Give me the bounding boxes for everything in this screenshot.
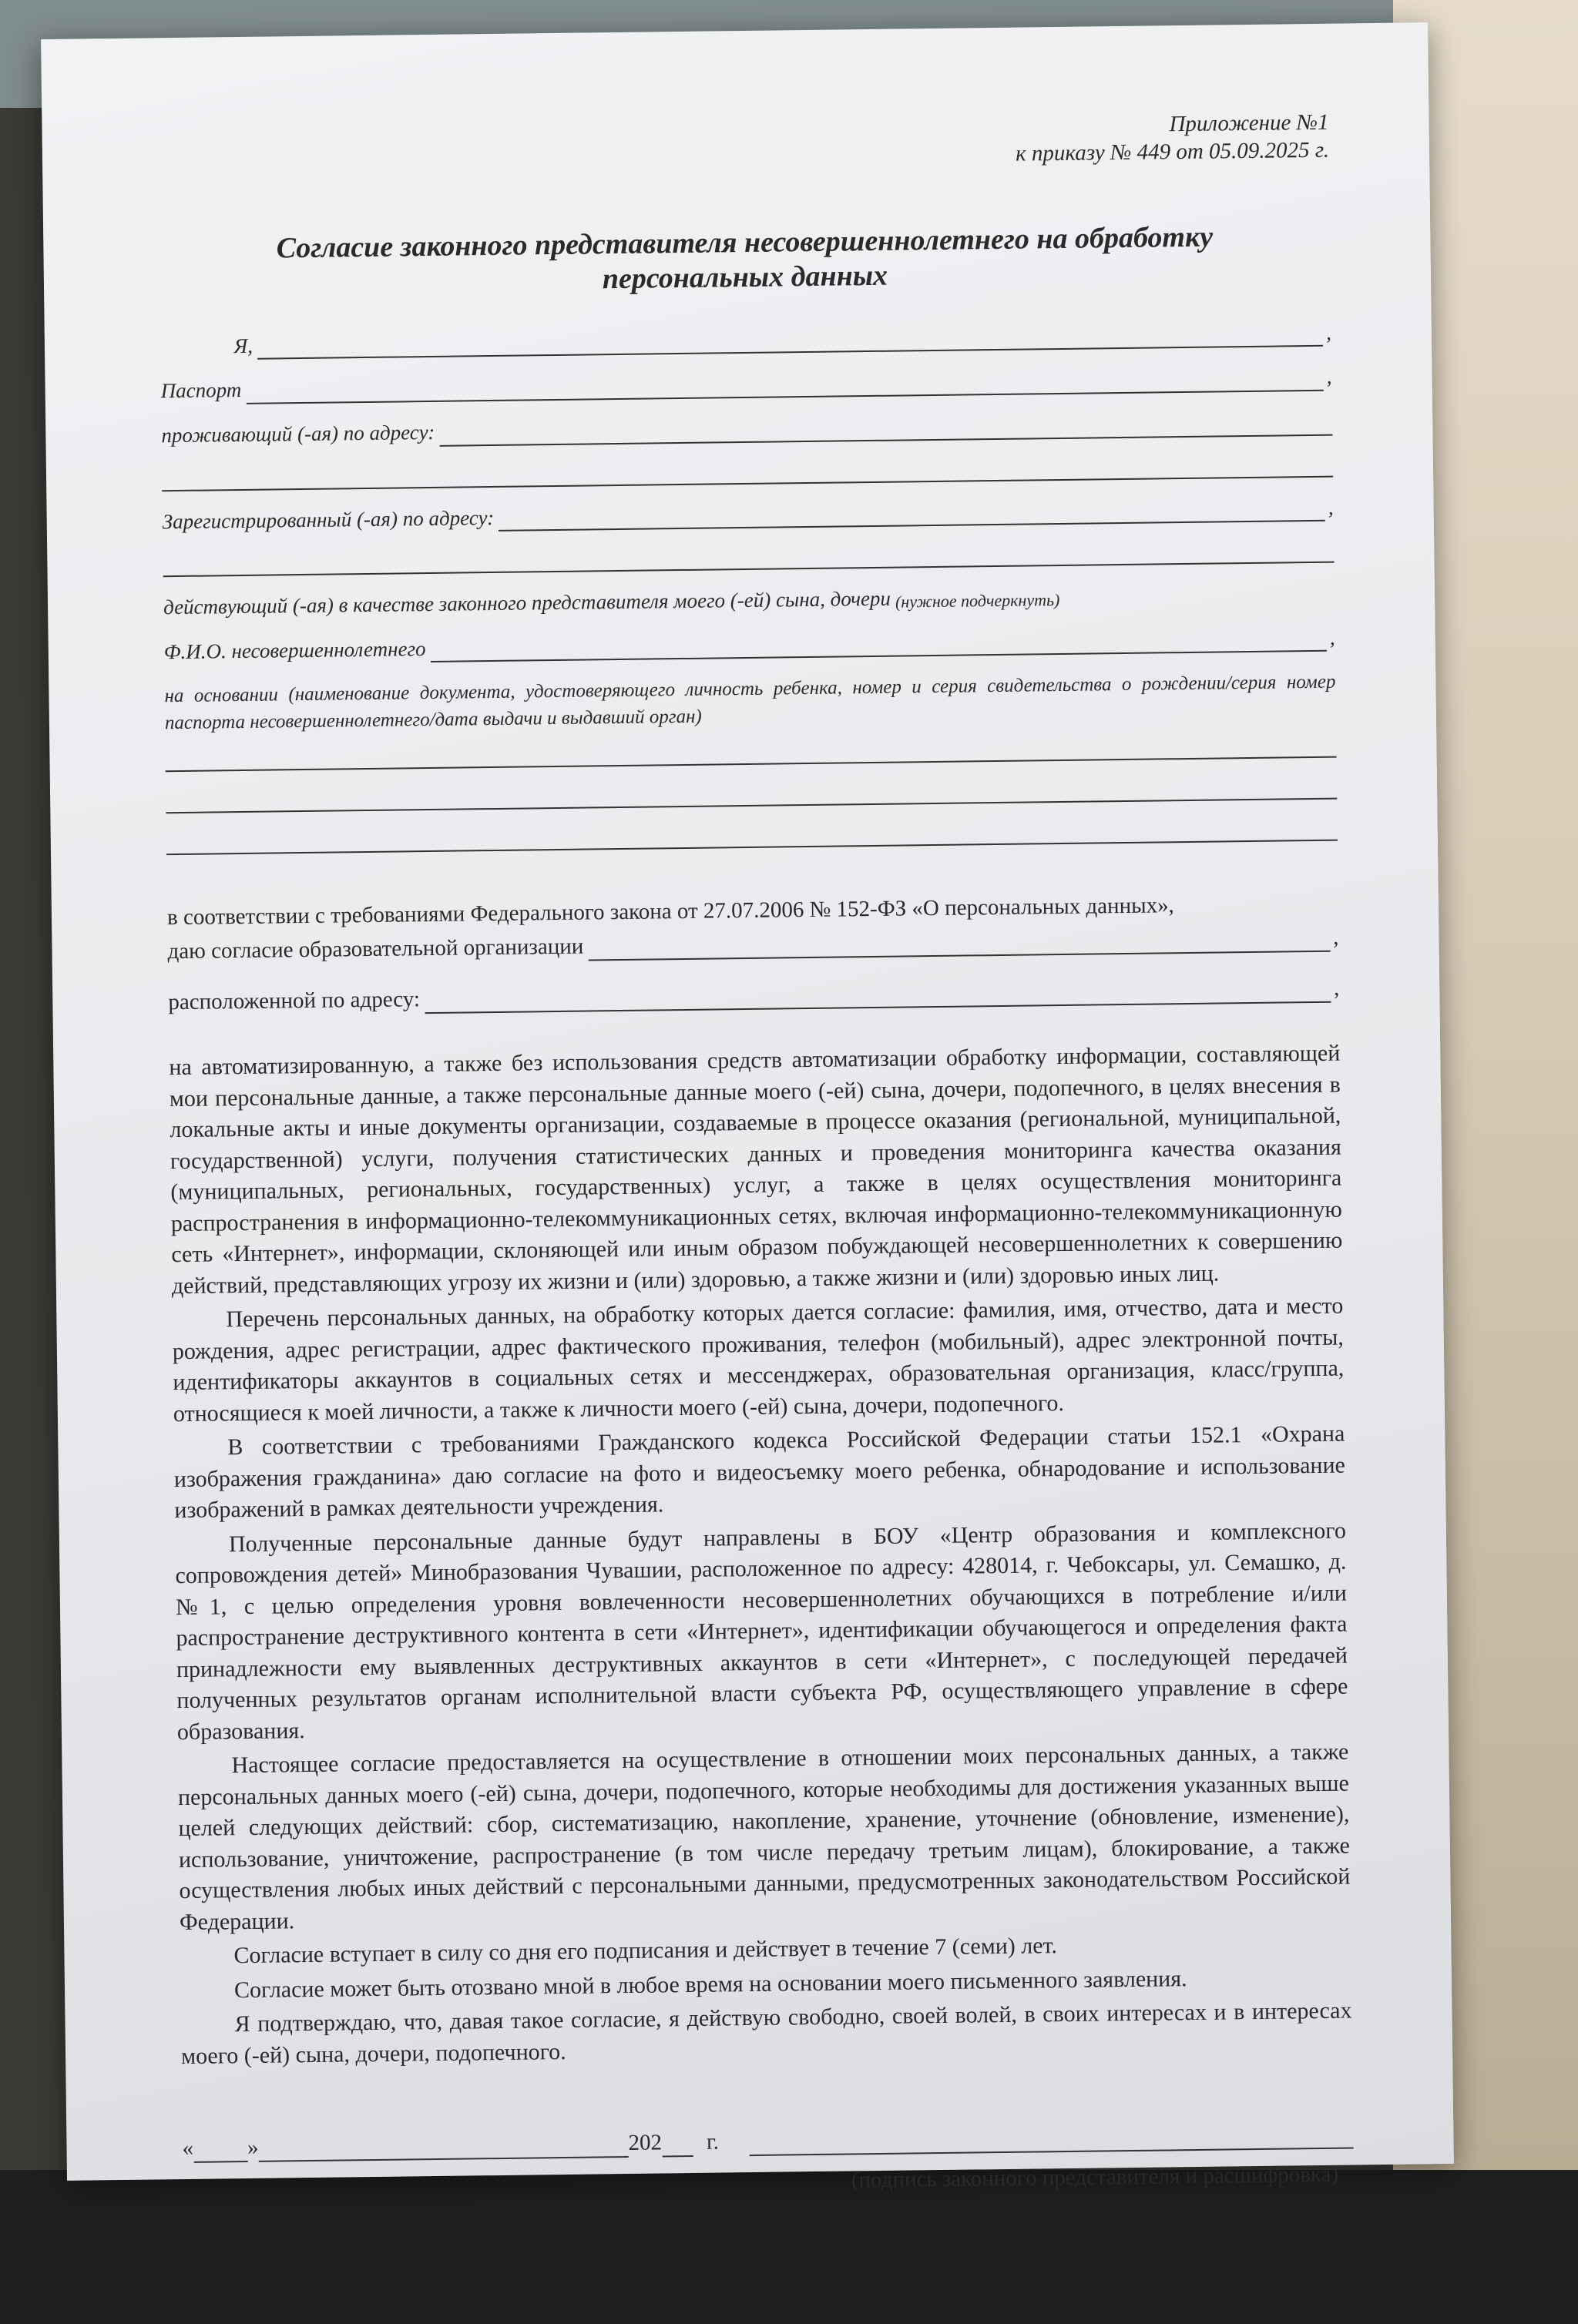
date-year-suffix: г. [706,2129,720,2155]
field-basis-line-3[interactable] [166,817,1338,856]
paragraph-image-consent: В соответствии с требованиями Гражданского кодекса Российской Федерации статьи 152.1 «Охрана изображения гражданина» даю согласие на фото и видеосъемку моего ребенка, обнародование и использование изображений в рамках деятельности учреждения. [173,1420,1346,1524]
field-org-address-label: расположенной по адресу: [168,987,421,1015]
field-basis-label: на основании (наименование документа, удостоверяющего личность ребенка, номер и серия свидетельства о рождении/серия номер паспорта несовершеннолетнего/дата выдачи и выдавший орган) [164,672,1336,734]
field-registered-label: Зарегистрированный (-ая) по адресу: [162,505,495,533]
signature-caption: (подпись законного представителя и расшифровка) [851,2162,1339,2193]
appendix-number: Приложение №1 [1169,109,1329,137]
field-passport-row: Паспорт , [160,364,1331,405]
field-residing-line[interactable] [439,411,1332,446]
title-line-1: Согласие законного представителя несовершеннолетнего на обработку [276,220,1214,264]
paragraph-revocation: Согласие может быть отозвано мной в любое время на основании моего письменного заявления. [233,1965,1187,2003]
title-line-2: персональных данных [602,259,888,296]
date-field [182,2128,719,2164]
field-acting-label: действующий (-ая) в качестве законного представителя моего (-ей) сына, дочери [163,586,891,619]
field-registered-row: Зарегистрированный (-ая) по адресу: , [163,494,1334,535]
field-acting-row [163,580,1335,622]
consent-form [157,109,1354,2204]
paragraph-actions: Настоящее согласие предоставляется на осуществление в отношении моих персональных данных, а также персональных данных моего (-ей) сына, дочери, подопечного, которые необходимы для достижения указанных выше целей следующих действий: сбор, систематизацию, накопление, хранение, уточнение (обновление, изменение), использование, уничтожение, распространение (в том числе передачу третьим лицам), блокирование, а также осуществления любых иных действий с персональными данными, предусмотренных законодательством Российской Федерации. [177,1739,1351,1935]
field-residing-line-2[interactable] [162,452,1333,491]
field-name-row: Я, , [160,319,1331,361]
date-quote-close: » [247,2135,259,2161]
date-day-blank[interactable] [193,2138,247,2163]
field-registered-line[interactable] [499,497,1325,532]
document-title [159,218,1331,303]
field-passport-line[interactable] [246,367,1324,404]
appendix-header [157,109,1329,179]
field-name-line[interactable] [257,322,1324,360]
field-residing-label: проживающий (-ая) по адресу: [161,420,435,448]
signature-row [182,2120,1353,2164]
field-minor-row: Ф.И.О. несовершеннолетнего , [164,624,1335,666]
appendix-order: к приказу № 449 от 05.09.2025 г. [1015,137,1330,166]
field-name-label: Я, [233,334,253,357]
date-year: 202 [628,2130,663,2156]
date-quote-open: « [182,2135,194,2161]
field-org-address-row: расположенной по адресу: , [168,973,1339,1017]
field-registered-line-2[interactable] [163,538,1334,578]
paragraph-recipient: Полученные персональные данные будут направлены в БОУ «Центр образования и комплексного сопровождения детей» Минобразования Чувашии, расположенное по адресу: 428014, г. Чебоксары, ул. Семашко, д. №1, с целью определения уровня вовлеченности несовершеннолетних обучающихся в потребление и/или распространение деструктивного контента в сети «Интернет», идентификации обучающегося и определения факта принадлежности ему выявленных деструктивных аккаунтов в сети «Интернет», с последующей передачей полученных результатов органам исполнительной власти субъекта РФ, осуществляющего управление в сфере образования. [175,1517,1348,1745]
field-org-address-line[interactable] [425,978,1331,1014]
field-org-label: даю согласие образовательной организации [167,934,584,964]
field-basis-line-2[interactable] [166,775,1337,814]
field-minor-line[interactable] [430,627,1327,662]
signature-line[interactable] [750,2121,1354,2157]
date-year-blank[interactable] [662,2132,693,2157]
field-minor-label: Ф.И.О. несовершеннолетнего [163,636,426,664]
field-org-line[interactable] [588,927,1330,961]
field-acting-note: (нужное подчеркнуть) [895,589,1060,612]
field-passport-label: Паспорт [160,378,242,403]
field-basis-line-1[interactable] [165,733,1336,773]
paragraph-purpose: на автоматизированную, а также без использования средств автоматизации обработку информации, составляющей мои персональные данные, а также персональные данные моего (-ей) сына, дочери, подопечного, в целях внесения в локальные акты и иные документы организации, создаваемые в процессе оказания (региональной, муниципальной, государственной) услуги, получения статистических данных и проведения мониторинга качества оказания (муниципальных, региональных, государственных) услуг, а также в целях осуществления мониторинга распространения в информационно-телекоммуникационных сетях, включая информационно-телекоммуникационную сеть «Интернет», информации, склоняющей или иным образом побуждающей несовершеннолетних к совершению действий, представляющих угрозу их жизни и (или) здоровью, а также жизни и (или) здоровью иных лиц. [169,1040,1343,1299]
paragraph-confirmation: Я подтверждаю, что, давая такое согласие, я действую свободно, своей волей, в своих интересах и в интересах моего (-ей) сына, дочери, подопечного. [180,1997,1352,2069]
paper-sheet [41,22,1454,2193]
date-month-blank[interactable] [258,2133,628,2162]
paragraph-validity: Согласие вступает в силу со дня его подписания и действует в течение 7 (семи) лет. [233,1933,1058,1969]
field-residing-row [161,408,1332,450]
paragraph-data-list: Перечень персональных данных, на обработку которых дается согласие: фамилия, имя, отчество, дата и место рождения, адрес регистрации, адрес фактического проживания, телефон (мобильный), адрес электронной почты, идентификаторы аккаунтов в социальных сетях и мессенджерах, образовательная организация, класс/группа, относящиеся к моей личности, а также к личности моего (-ей) сына, дочери, подопечного. [172,1293,1345,1427]
field-org-row: даю согласие образовательной организации , [167,922,1338,966]
law-reference: в соответствии с требованиями Федерального закона от 27.07.2006 № 152-ФЗ «О персональных данных», [166,893,1175,931]
